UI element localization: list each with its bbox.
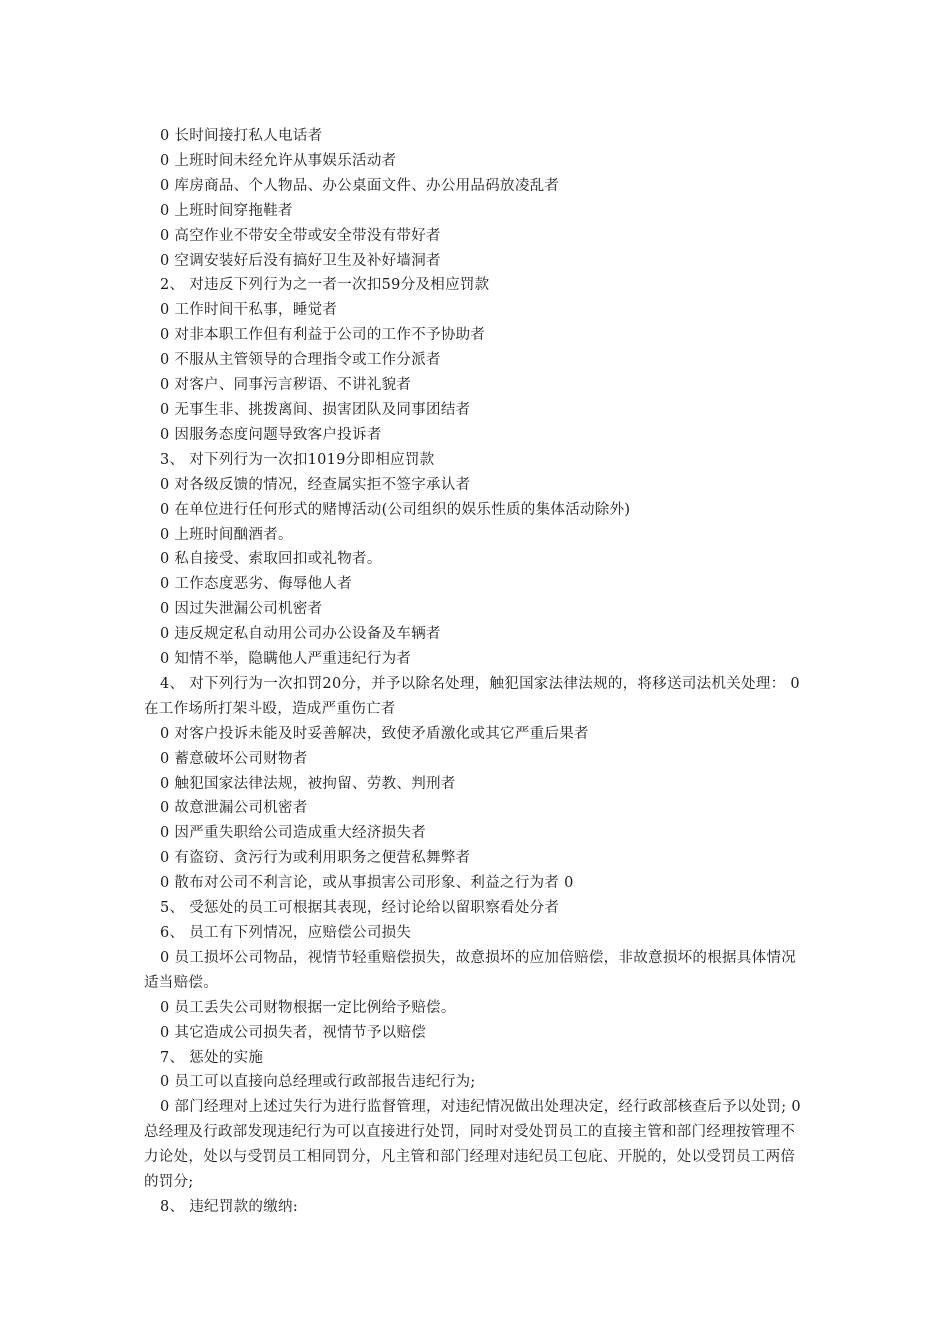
section-heading-7: 7、 惩处的实施 — [160, 1049, 264, 1066]
list-item: 0 工作态度恶劣、侮辱他人者 — [160, 576, 353, 593]
list-item: 0 在单位进行任何形式的赌博活动(公司组织的娱乐性质的集体活动除外) — [160, 501, 631, 518]
list-item: 0 上班时间穿拖鞋者 — [160, 202, 293, 219]
list-item: 0 因服务态度问题导致客户投诉者 — [160, 426, 382, 443]
list-item: 0 高空作业不带安全带或安全带没有带好者 — [160, 227, 441, 244]
list-item: 0 故意泄漏公司机密者 — [160, 800, 308, 817]
list-item: 0 对非本职工作但有利益于公司的工作不予协助者 — [160, 327, 486, 344]
list-item: 0 员工损坏公司物品，视情节轻重赔偿损失，故意损坏的应加倍赔偿，非故意损坏的根据具体情况适当赔偿。 — [144, 949, 797, 991]
list-item: 0 库房商品、个人物品、办公桌面文件、办公用品码放凌乱者 — [160, 177, 560, 194]
list-item: 0 知情不举，隐瞒他人严重违纪行为者 — [160, 651, 412, 668]
list-item: 0 空调安装好后没有搞好卫生及补好墙洞者 — [160, 252, 441, 269]
list-item: 0 有盗窃、贪污行为或利用职务之便营私舞弊者 — [160, 850, 471, 867]
section-heading-2: 2、 对违反下列行为之一者一次扣59分及相应罚款 — [160, 277, 490, 294]
list-item: 0 对客户投诉未能及时妥善解决，致使矛盾激化或其它严重后果者 — [160, 725, 589, 742]
list-item: 0 因严重失职给公司造成重大经济损失者 — [160, 825, 427, 842]
list-item: 0 对客户、同事污言秽语、不讲礼貌者 — [160, 377, 412, 394]
list-item: 0 散布对公司不利言论，或从事损害公司形象、利益之行为者 0 — [160, 875, 574, 892]
list-item: 0 工作时间干私事，睡觉者 — [160, 302, 338, 319]
section-heading-4: 4、 对下列行为一次扣罚20分，并予以除名处理，触犯国家法律法规的，将移送司法机关处理： 0 在工作场所打架斗殴，造成严重伤亡者 — [144, 675, 800, 717]
list-item: 0 对各级反馈的情况，经查属实拒不签字承认者 — [160, 476, 471, 493]
list-item: 0 部门经理对上述过失行为进行监督管理，对违纪情况做出处理决定，经行政部核查后予以处罚; 0 总经理及行政部发现违纪行为可以直接进行处罚，同时对受处罚员工的直接主管和部门经理按管理不力论处，处以与受罚员工相同罚分，凡主管和部门经理对违纪员工包庇、开脱的，处以受罚员工两倍的罚分; — [144, 1099, 801, 1191]
list-item: 0 违反规定私自动用公司办公设备及车辆者 — [160, 626, 441, 643]
list-item: 0 蓄意破坏公司财物者 — [160, 750, 308, 767]
section-heading-8: 8、 违纪罚款的缴纳: — [160, 1198, 299, 1215]
list-item: 0 员工可以直接向总经理或行政部报告违纪行为; — [160, 1074, 476, 1091]
section-heading-5: 5、 受惩处的员工可根据其表现，经讨论给以留职察看处分者 — [160, 900, 560, 917]
list-item: 0 其它造成公司损失者，视情节予以赔偿 — [160, 1024, 427, 1041]
section-heading-6: 6、 员工有下列情况，应赔偿公司损失 — [160, 925, 412, 941]
list-item: 0 长时间接打私人电话者 — [160, 128, 323, 144]
list-item: 0 员工丢失公司财物根据一定比例给予赔偿。 — [160, 999, 456, 1016]
section-heading-3: 3、 对下列行为一次扣1019分即相应罚款 — [160, 451, 435, 468]
list-item: 0 因过失泄漏公司机密者 — [160, 601, 323, 618]
document-body — [144, 124, 808, 1220]
list-item: 0 无事生非、挑拨离间、损害团队及同事团结者 — [160, 401, 471, 418]
list-item: 0 上班时间酗酒者。 — [160, 526, 293, 543]
list-item: 0 触犯国家法律法规，被拘留、劳教、判刑者 — [160, 775, 456, 792]
list-item: 0 私自接受、索取回扣或礼物者。 — [160, 551, 382, 568]
list-item: 0 上班时间未经允许从事娱乐活动者 — [160, 152, 397, 169]
list-item: 0 不服从主管领导的合理指令或工作分派者 — [160, 352, 441, 369]
